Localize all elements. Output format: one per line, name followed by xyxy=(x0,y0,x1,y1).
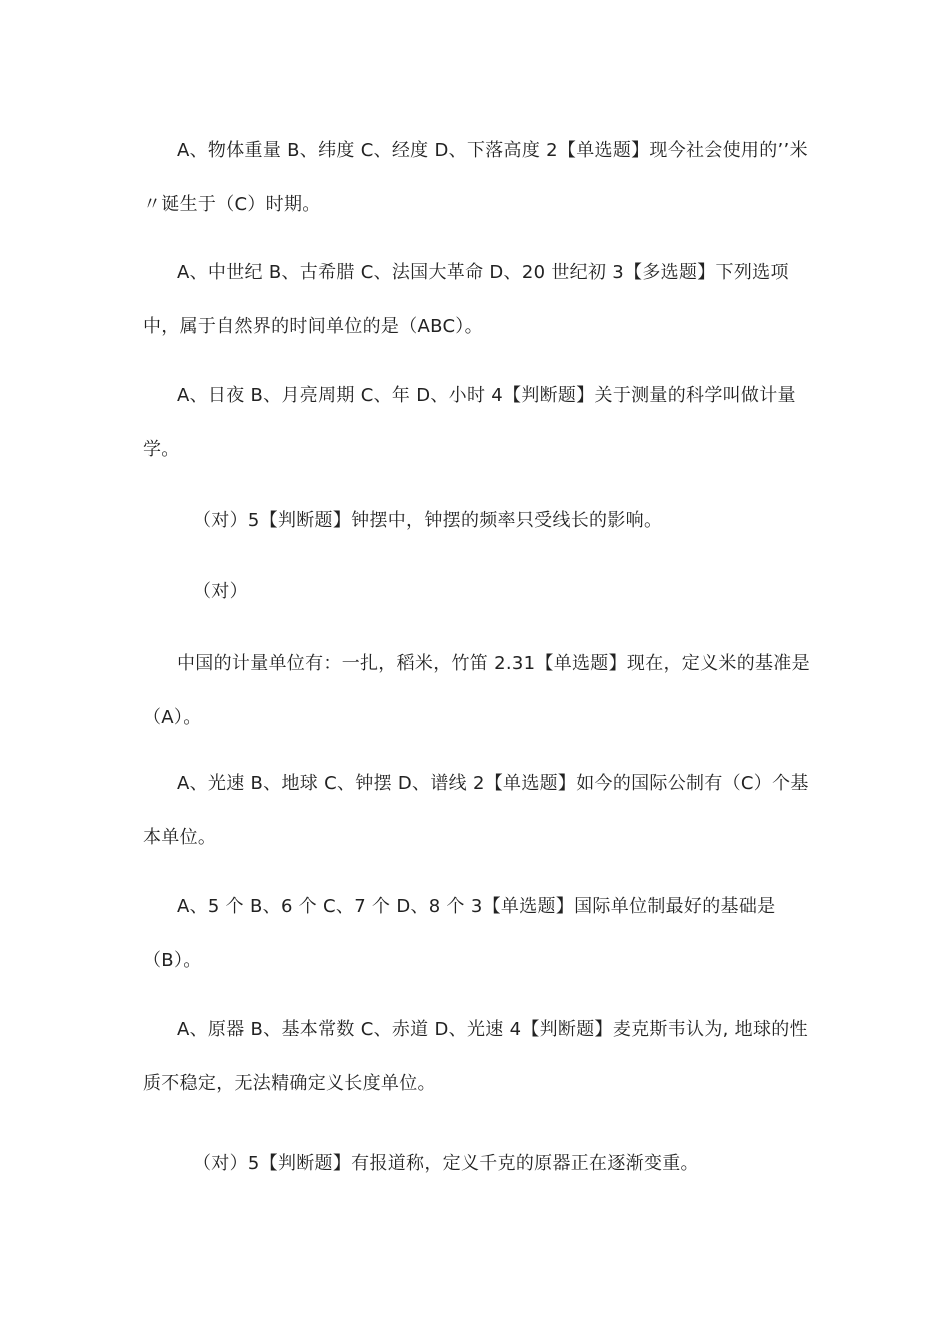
paragraph-question-options-5: A、光速 B、地球 C、钟摆 D、谱线 2【单选题】如今的国际公制有（C）个基本单位。 xyxy=(143,773,809,848)
paragraph-question-options-1: A、物体重量 B、纬度 C、经度 D、下落高度 2【单选题】现今社会使用的’’米〃诞生于（C）时期。 xyxy=(143,140,808,215)
paragraph-judgement-2: （对）5【判断题】有报道称，定义千克的原器正在逐渐变重。 xyxy=(193,1153,699,1174)
paragraph-judgement-1: （对）5【判断题】钟摆中，钟摆的频率只受线长的影响。 xyxy=(193,510,663,531)
paragraph-question-options-3: A、日夜 B、月亮周期 C、年 D、小时 4【判断题】关于测量的科学叫做计量学。 xyxy=(143,385,796,460)
paragraph-question-options-6: A、5 个 B、6 个 C、7 个 D、8 个 3【单选题】国际单位制最好的基础是（B）。 xyxy=(143,896,776,971)
paragraph-question-options-7: A、原器 B、基本常数 C、赤道 D、光速 4【判断题】麦克斯韦认为, 地球的性质不稳定，无法精确定义长度单位。 xyxy=(143,1019,808,1094)
paragraph-question-options-4: 中国的计量单位有：一扎，稻米，竹笛 2.31【单选题】现在，定义米的基准是（A）。 xyxy=(143,653,810,728)
paragraph-question-options-2: A、中世纪 B、古希腊 C、法国大革命 D、20 世纪初 3【多选题】下列选项中，属于自然界的时间单位的是（ABC）。 xyxy=(143,262,789,337)
paragraph-judgement-answer: （对） xyxy=(193,581,248,602)
